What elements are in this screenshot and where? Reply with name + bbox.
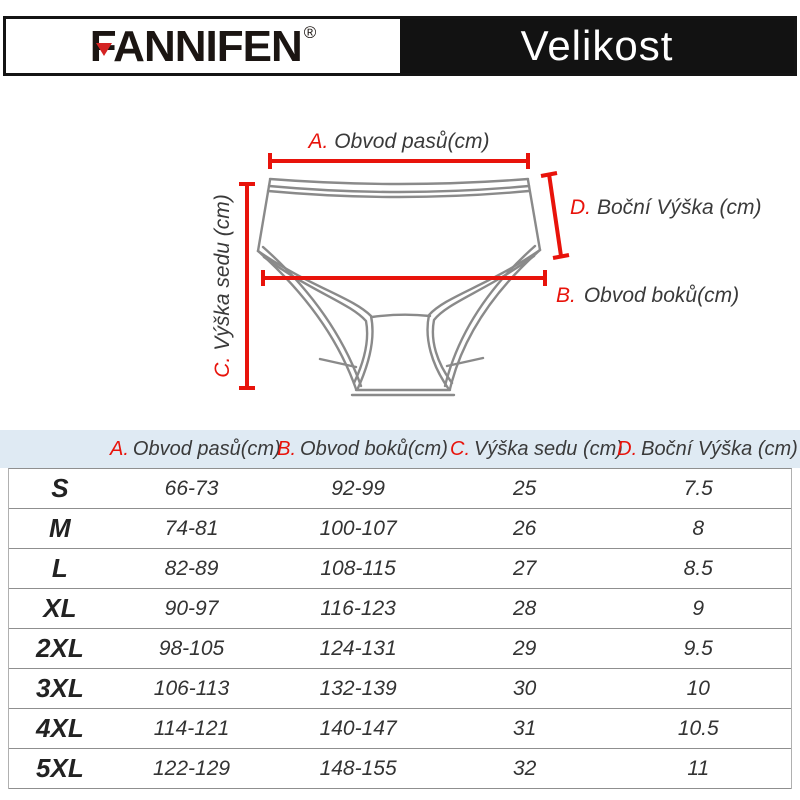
side-cell: 8 (692, 516, 705, 540)
side-cell: 9 (692, 596, 705, 620)
table-row (9, 709, 791, 749)
registered-mark: ® (303, 22, 317, 42)
size-cell: L (51, 553, 68, 583)
seat-cell: 31 (513, 716, 537, 740)
size-cell: S (51, 473, 69, 503)
size-cell: 5XL (36, 753, 84, 783)
table-row (9, 549, 791, 589)
table-row (9, 629, 791, 669)
column-header-side: D. Boční Výška (cm) (617, 437, 798, 460)
table-row (9, 669, 791, 709)
waist-label: A. Obvod pasů(cm) (308, 130, 490, 153)
waist-cell: 90-97 (164, 596, 219, 620)
waist-measure-line (270, 153, 528, 169)
side-cell: 8.5 (683, 556, 713, 580)
waist-cell: 122-129 (152, 756, 231, 780)
waist-cell: 66-73 (164, 476, 219, 500)
side-height-label: D. Boční Výška (cm) (570, 196, 762, 219)
column-header-waist: A. Obvod pasů(cm) (110, 437, 281, 460)
hip-cell: 140-147 (319, 716, 397, 740)
side-height-measure-line (541, 173, 569, 258)
seat-cell: 26 (513, 516, 537, 540)
seat-cell: 30 (513, 676, 537, 700)
seat-height-label: C.Výška sedu (cm) (211, 194, 234, 378)
size-cell: 4XL (36, 713, 84, 743)
seat-cell: 25 (513, 476, 537, 500)
side-cell: 9.5 (683, 636, 713, 660)
side-cell: 7.5 (683, 476, 713, 500)
seat-cell: 29 (513, 636, 537, 660)
hip-cell: 124-131 (319, 636, 397, 660)
seat-height-measure-line (239, 184, 255, 388)
hip-label: B. Obvod boků(cm) (556, 284, 740, 307)
hip-cell: 92-99 (331, 476, 385, 500)
size-cell: XL (43, 593, 77, 623)
column-header-seat: C. Výška sedu (cm) (450, 437, 623, 460)
table-body (8, 468, 792, 789)
side-cell: 10.5 (677, 716, 719, 740)
waist-cell: 106-113 (153, 676, 230, 700)
table-row (9, 589, 791, 629)
seat-cell: 28 (513, 596, 537, 620)
brand-name: FANNIFEN (89, 21, 302, 71)
table-row (9, 469, 791, 509)
page-title: Velikost (520, 22, 674, 69)
side-cell: 11 (687, 756, 710, 780)
hip-cell: 108-115 (320, 556, 396, 580)
size-cell: 3XL (36, 673, 84, 703)
hip-cell: 100-107 (319, 516, 397, 540)
waist-cell: 74-81 (164, 516, 219, 540)
size-cell: 2XL (36, 633, 84, 663)
panty-outline-drawing (258, 179, 540, 395)
seat-cell: 27 (513, 556, 537, 580)
table-header-row (0, 430, 800, 468)
hip-cell: 132-139 (319, 676, 397, 700)
table-row (9, 749, 791, 789)
table-row (9, 509, 791, 549)
seat-cell: 32 (513, 756, 537, 780)
waist-cell: 114-121 (153, 716, 230, 740)
side-cell: 10 (686, 676, 710, 700)
column-header-hip: B. Obvod boků(cm) (277, 437, 448, 460)
waist-cell: 98-105 (158, 636, 225, 660)
hip-cell: 116-123 (320, 596, 396, 620)
size-cell: M (49, 513, 71, 543)
size-table (0, 430, 800, 789)
hip-cell: 148-155 (319, 756, 397, 780)
waist-cell: 82-89 (164, 556, 219, 580)
